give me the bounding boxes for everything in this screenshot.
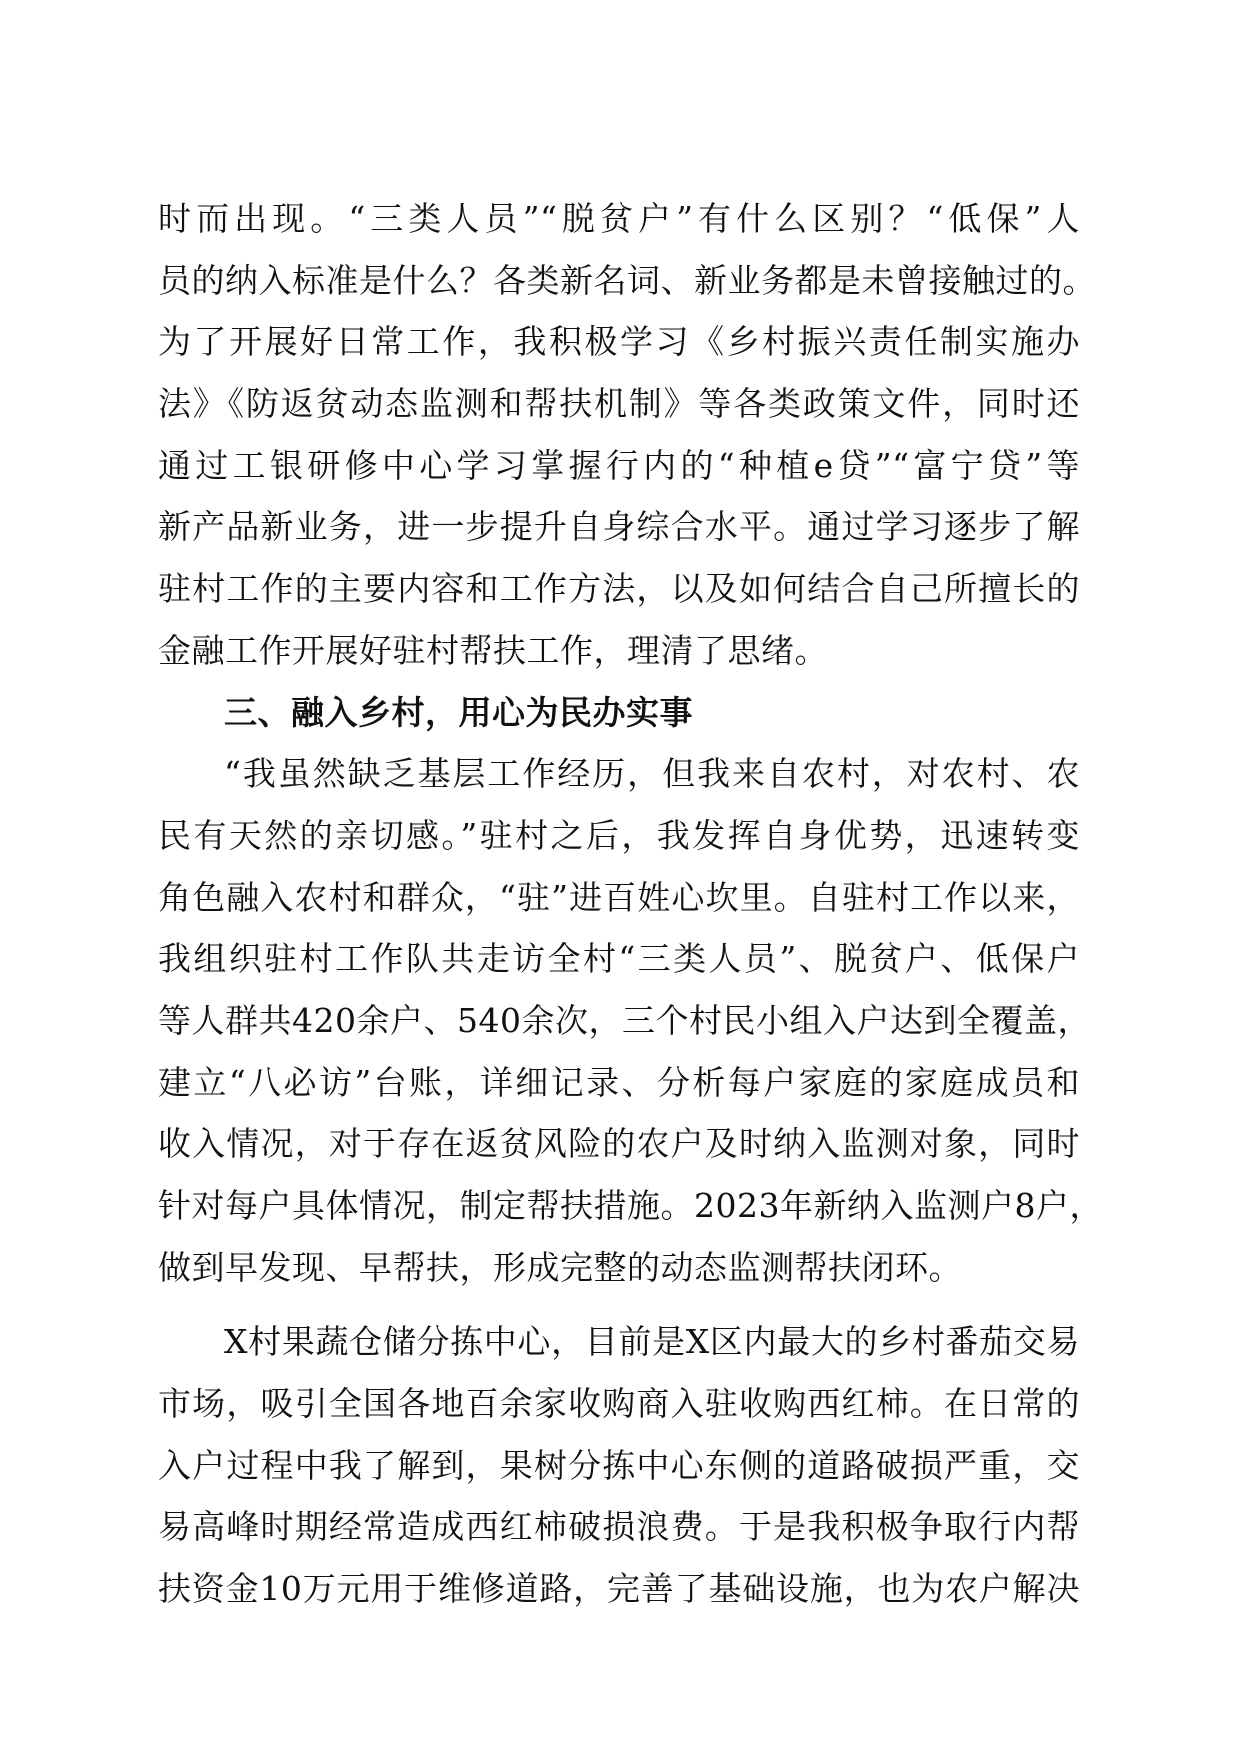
paragraph-continuation bbox=[158, 188, 1096, 682]
text-line: 民有天然的亲切感。”驻村之后，我发挥自身优势，迅速转变 bbox=[158, 815, 1080, 855]
section-heading: 三、融入乡村，用心为民办实事 bbox=[224, 692, 693, 732]
text-line: 员的纳入标准是什么？各类新名词、新业务都是未曾接触过的。 bbox=[158, 260, 1096, 300]
paragraph-sorting-center bbox=[158, 1311, 1080, 1619]
paragraph-spacer bbox=[158, 1298, 1080, 1311]
text-line: 驻村工作的主要内容和工作方法，以及如何结合自己所擅长的 bbox=[158, 569, 1080, 609]
text-line: 新产品新业务，进一步提升自身综合水平。通过学习逐步了解 bbox=[158, 507, 1080, 547]
text-line: 角色融入农村和群众，“驻”进百姓心坎里。自驻村工作以来， bbox=[158, 877, 1080, 917]
paragraph-village-visits bbox=[158, 743, 1103, 1298]
text-line: X村果蔬仓储分拣中心，目前是X区内最大的乡村番茄交易 bbox=[224, 1322, 1080, 1362]
text-line: 通过工银研修中心学习掌握行内的“种植e贷”“富宁贷”等 bbox=[158, 445, 1080, 485]
text-line: 金融工作开展好驻村帮扶工作，理清了思绪。 bbox=[158, 630, 828, 670]
text-line: 等人群共420余户、540余次，三个村民小组入户达到全覆盖， bbox=[158, 1000, 1091, 1040]
text-line: 针对每户具体情况，制定帮扶措施。2023年新纳入监测户8户， bbox=[158, 1186, 1103, 1225]
text-line: 扶资金10万元用于维修道路，完善了基础设施，也为农户解决 bbox=[158, 1569, 1080, 1609]
text-line: 为了开展好日常工作，我积极学习《乡村振兴责任制实施办 bbox=[158, 322, 1080, 362]
text-line: 做到早发现、早帮扶，形成完整的动态监测帮扶闭环。 bbox=[158, 1247, 962, 1287]
text-line: 法》《防返贫动态监测和帮扶机制》等各类政策文件，同时还 bbox=[158, 384, 1080, 424]
text-line: 收入情况，对于存在返贫风险的农户及时纳入监测对象，同时 bbox=[158, 1124, 1080, 1164]
text-line: 易高峰时期经常造成西红柿破损浪费。于是我积极争取行内帮 bbox=[158, 1507, 1080, 1547]
document-body bbox=[158, 188, 1103, 1620]
text-line: 时而出现。“三类人员”“脱贫户”有什么区别？“低保”人 bbox=[158, 199, 1080, 238]
text-line: 建立“八必访”台账，详细记录、分析每户家庭的家庭成员和 bbox=[158, 1062, 1080, 1102]
text-line: 我组织驻村工作队共走访全村“三类人员”、脱贫户、低保户 bbox=[158, 939, 1080, 979]
text-line: “我虽然缺乏基层工作经历，但我来自农村，对农村、农 bbox=[224, 754, 1080, 794]
text-line: 入户过程中我了解到，果树分拣中心东侧的道路破损严重，交 bbox=[158, 1445, 1080, 1485]
text-line: 市场，吸引全国各地百余家收购商入驻收购西红柿。在日常的 bbox=[158, 1384, 1080, 1424]
